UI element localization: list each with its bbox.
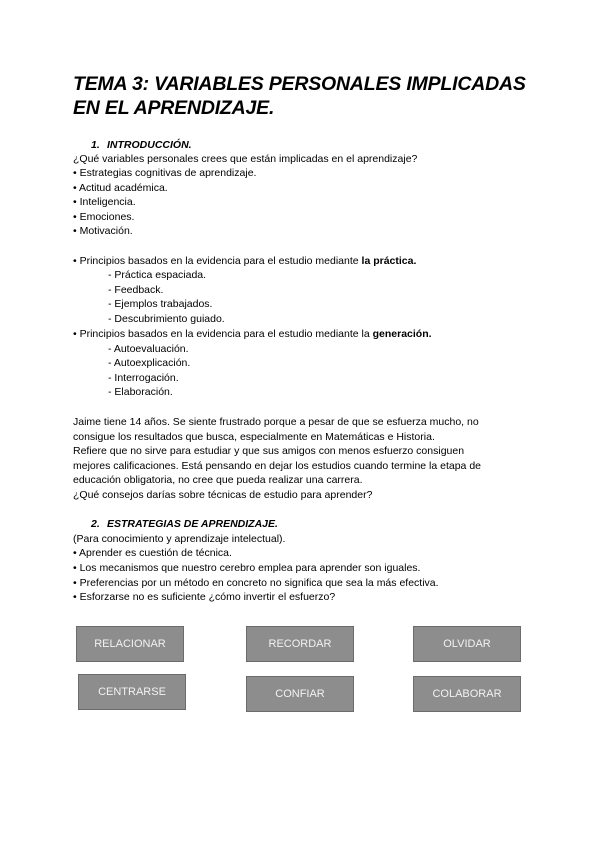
generation-intro: • Principios basados en la evidencia para el estudio mediante la — [73, 328, 373, 340]
section-2-heading — [91, 518, 278, 530]
case-text: consigue los resultados que busca, especialmente en Matemáticas e Historia. — [73, 431, 435, 443]
case-text: educación obligatoria, no cree que pueda realizar una carrera. — [73, 474, 363, 486]
case-text: mejores calificaciones. Está pensando en dejar los estudios cuando termine la etapa de — [73, 460, 481, 472]
variable-item: • Emociones. — [73, 211, 135, 223]
section-2-number: 2. — [91, 518, 100, 530]
section-1-number: 1. — [91, 139, 100, 151]
variable-item: • Actitud académica. — [73, 182, 168, 194]
olvidar-button[interactable]: OLVIDAR — [413, 626, 521, 662]
section-2-line: (Para conocimiento y aprendizaje intelectual). — [73, 533, 286, 545]
section-1-title: INTRODUCCIÓN. — [107, 139, 192, 151]
practice-intro: • Principios basados en la evidencia para el estudio mediante — [73, 255, 362, 267]
section-2-line: • Aprender es cuestión de técnica. — [73, 547, 232, 559]
case-text: Refiere que no sirve para estudiar y que sus amigos con menos esfuerzo consiguen — [73, 445, 465, 457]
generation-item: - Interrogación. — [108, 372, 179, 384]
variable-item: • Motivación. — [73, 225, 133, 237]
practice-item: - Práctica espaciada. — [108, 269, 207, 281]
generation-bold: generación. — [372, 328, 432, 340]
generation-principles — [73, 327, 432, 341]
variable-item: • Estrategias cognitivas de aprendizaje. — [73, 167, 257, 179]
generation-item: - Autoexplicación. — [108, 357, 191, 369]
practice-item: - Descubrimiento guiado. — [108, 313, 225, 325]
section-2-line: • Los mecanismos que nuestro cerebro emplea para aprender son iguales. — [73, 562, 421, 574]
practice-bold: la práctica. — [361, 255, 417, 267]
case-question: ¿Qué consejos darías sobre técnicas de estudio para aprender? — [73, 489, 373, 501]
practice-principles — [73, 254, 416, 268]
page-title: TEMA 3: VARIABLES PERSONALES IMPLICADAS EN EL APRENDIZAJE. — [73, 73, 526, 119]
section-2-title: ESTRATEGIAS DE APRENDIZAJE. — [107, 518, 278, 530]
intro-question: ¿Qué variables personales crees que están implicadas en el aprendizaje? — [73, 153, 418, 165]
section-1-heading — [91, 139, 192, 151]
section-2-line: • Esforzarse no es suficiente ¿cómo invertir el esfuerzo? — [73, 591, 336, 603]
relacionar-button[interactable]: RELACIONAR — [76, 626, 184, 662]
centrarse-button[interactable]: CENTRARSE — [78, 674, 186, 710]
section-2-line: • Preferencias por un método en concreto no significa que sea la más efectiva. — [73, 577, 439, 589]
variable-item: • Inteligencia. — [73, 196, 136, 208]
recordar-button[interactable]: RECORDAR — [246, 626, 354, 662]
practice-item: - Feedback. — [108, 284, 164, 296]
colaborar-button[interactable]: COLABORAR — [413, 676, 521, 712]
case-text: Jaime tiene 14 años. Se siente frustrado porque a pesar de que se esfuerza mucho, no — [73, 416, 479, 428]
confiar-button[interactable]: CONFIAR — [246, 676, 354, 712]
practice-item: - Ejemplos trabajados. — [108, 298, 213, 310]
generation-item: - Autoevaluación. — [108, 343, 189, 355]
generation-item: - Elaboración. — [108, 386, 173, 398]
